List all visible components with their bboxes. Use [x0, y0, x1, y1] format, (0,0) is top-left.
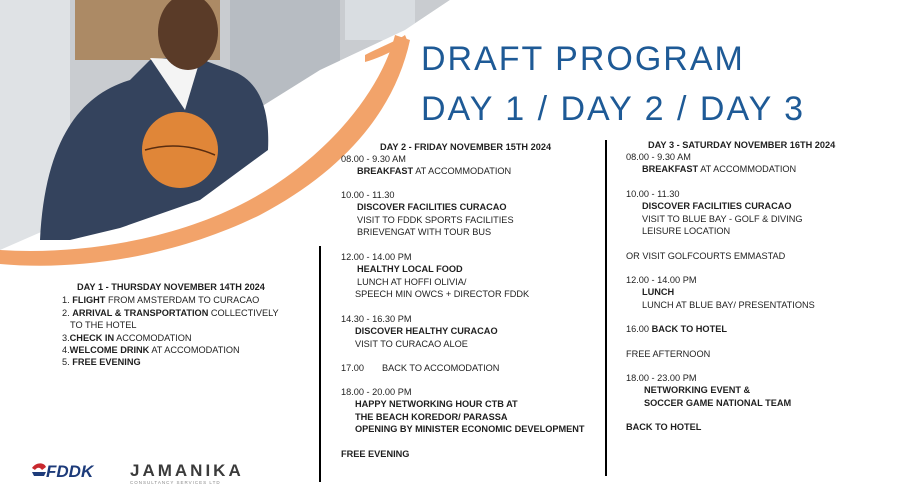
basketball [142, 112, 218, 188]
fddk-text: FDDK [46, 462, 94, 481]
list-item: 5. FREE EVENING [62, 357, 141, 368]
jamanika-logo [130, 462, 244, 485]
day3-networking: 18.00 - 23.00 PM NETWORKING EVENT & SOCCER GAME NATIONAL TEAM [626, 373, 792, 408]
day1-column [62, 281, 302, 369]
day1-header: DAY 1 - THURSDAY NOVEMBER 14TH 2024 [77, 282, 265, 292]
title-line-2: DAY 1 / DAY 2 / DAY 3 [421, 90, 806, 128]
time-label: 18.00 - 20.00 PM [341, 387, 412, 397]
page-title [421, 34, 805, 134]
list-item: 1. FLIGHT FROM AMSTERDAM TO CURACAO [62, 295, 260, 306]
day3-back-hotel: 16.00 BACK TO HOTEL [626, 324, 727, 334]
day2-facilities: 10.00 - 11.30 DISCOVER FACILITIES CURACAO VISIT TO FDDK SPORTS FACILITIES BRIEVENGAT WITH TOUR BUS [341, 190, 514, 238]
day2-header: DAY 2 - FRIDAY NOVEMBER 15TH 2024 [380, 142, 552, 152]
time-label: 14.30 - 16.30 PM [341, 314, 412, 324]
list-item: 2. ARRIVAL & TRANSPORTATION COLLECTIVELY [62, 307, 279, 318]
day3-breakfast: 08.00 - 9.30 AM BREAKFAST AT ACCOMMODATION [626, 152, 797, 175]
time-label: 08.00 - 9.30 AM [341, 154, 406, 164]
title-line-1: DRAFT PROGRAM [421, 40, 745, 78]
time-label: 12.00 - 14.00 PM [341, 252, 412, 262]
day2-networking: 18.00 - 20.00 PM HAPPY NETWORKING HOUR CTB AT THE BEACH KOREDOR/ PARASSA OPENING BY MINISTER ECONOMIC DEVELOPMENT [341, 387, 585, 435]
day3-or: OR VISIT GOLFCOURTS EMMASTAD [626, 251, 786, 261]
day3-facilities: 10.00 - 11.30 DISCOVER FACILITIES CURACAO VISIT TO BLUE BAY - GOLF & DIVING LEISURE LOCATION [626, 189, 803, 237]
day3-free-afternoon: FREE AFTERNOON [626, 349, 711, 359]
time-label: 10.00 - 11.30 [341, 190, 395, 200]
list-item: 4.WELCOME DRINK AT ACCOMODATION [62, 345, 240, 356]
day3-lunch: 12.00 - 14.00 PM LUNCH LUNCH AT BLUE BAY/ PRESENTATIONS [626, 275, 815, 310]
list-item: 3.CHECK IN ACCOMODATION [62, 332, 192, 343]
jamanika-text: JAMANIKA [130, 461, 244, 480]
fddk-logo [30, 458, 115, 486]
day3-back-to-hotel: BACK TO HOTEL [626, 422, 702, 432]
day2-back: 17.00 BACK TO ACCOMODATION [341, 363, 500, 373]
divider-day2-lower [319, 246, 321, 482]
divider-day3 [605, 140, 607, 476]
list-item: TO THE HOTEL [70, 320, 137, 331]
day3-header: DAY 3 - SATURDAY NOVEMBER 16TH 2024 [648, 140, 836, 150]
jamanika-subtext: CONSULTANCY SERVICES LTD [130, 480, 221, 485]
day2-discover: 14.30 - 16.30 PM DISCOVER HEALTHY CURACAO VISIT TO CURACAO ALOE [341, 314, 498, 349]
day2-breakfast: 08.00 - 9.30 AM BREAKFAST AT ACCOMMODATION [341, 154, 512, 177]
day2-free-evening: FREE EVENING [341, 449, 410, 459]
day2-lunch: 12.00 - 14.00 PM HEALTHY LOCAL FOOD LUNCH AT HOFFI OLIVIA/ SPEECH MIN OWCS + DIRECTOR FDDK [341, 252, 530, 300]
